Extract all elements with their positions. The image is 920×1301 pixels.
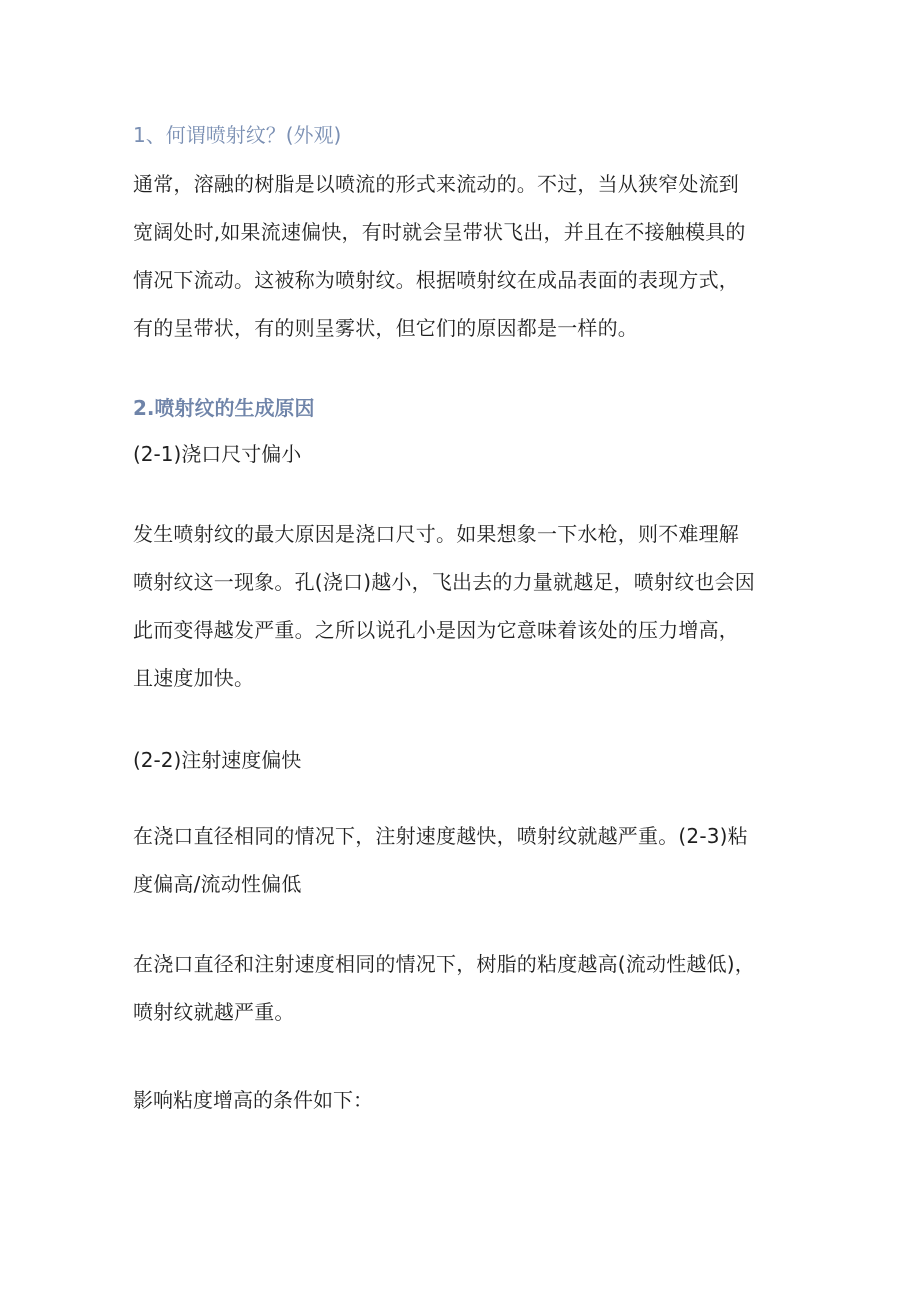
section-1-heading: 1、何谓喷射纹？(外观) — [133, 123, 342, 147]
paragraph-line: 且速度加快。 — [133, 666, 255, 690]
paragraph-line: 喷射纹这一现象。孔(浇口)越小，飞出去的力量就越足，喷射纹也会因 — [133, 570, 756, 594]
paragraph-line: 此而变得越发严重。之所以说孔小是因为它意味着该处的压力增高， — [133, 618, 739, 642]
section-2-heading: 2.喷射纹的生成原因 — [133, 396, 315, 420]
paragraph-line: 有的呈带状，有的则呈雾状，但它们的原因都是一样的。 — [133, 316, 638, 340]
paragraph-line: 通常，溶融的树脂是以喷流的形式来流动的。不过，当从狭窄处流到 — [133, 172, 739, 196]
section-1-paragraph — [133, 160, 803, 352]
subsection-2-2-title: (2-2)注射速度偏快 — [133, 748, 302, 772]
paragraph-line: 宽阔处时,如果流速偏快，有时就会呈带状飞出，并且在不接触模具的 — [133, 220, 746, 244]
subsection-2-2-paragraph — [133, 812, 803, 908]
subsection-2-1-paragraph — [133, 510, 803, 702]
subsection-2-1-title: (2-1)浇口尺寸偏小 — [133, 442, 302, 466]
subsection-2-3-paragraph — [133, 940, 803, 1036]
paragraph-line: 在浇口直径和注射速度相同的情况下，树脂的粘度越高(流动性越低)， — [133, 952, 756, 976]
paragraph-line: 度偏高/流动性偏低 — [133, 872, 302, 896]
paragraph-line: 喷射纹就越严重。 — [133, 1000, 295, 1024]
paragraph-line: 在浇口直径相同的情况下，注射速度越快，喷射纹就越严重。(2-3)粘 — [133, 824, 748, 848]
paragraph-line: 情况下流动。这被称为喷射纹。根据喷射纹在成品表面的表现方式， — [133, 268, 739, 292]
viscosity-conditions-intro: 影响粘度增高的条件如下： — [133, 1088, 373, 1112]
paragraph-line: 发生喷射纹的最大原因是浇口尺寸。如果想象一下水枪，则不难理解 — [133, 522, 739, 546]
